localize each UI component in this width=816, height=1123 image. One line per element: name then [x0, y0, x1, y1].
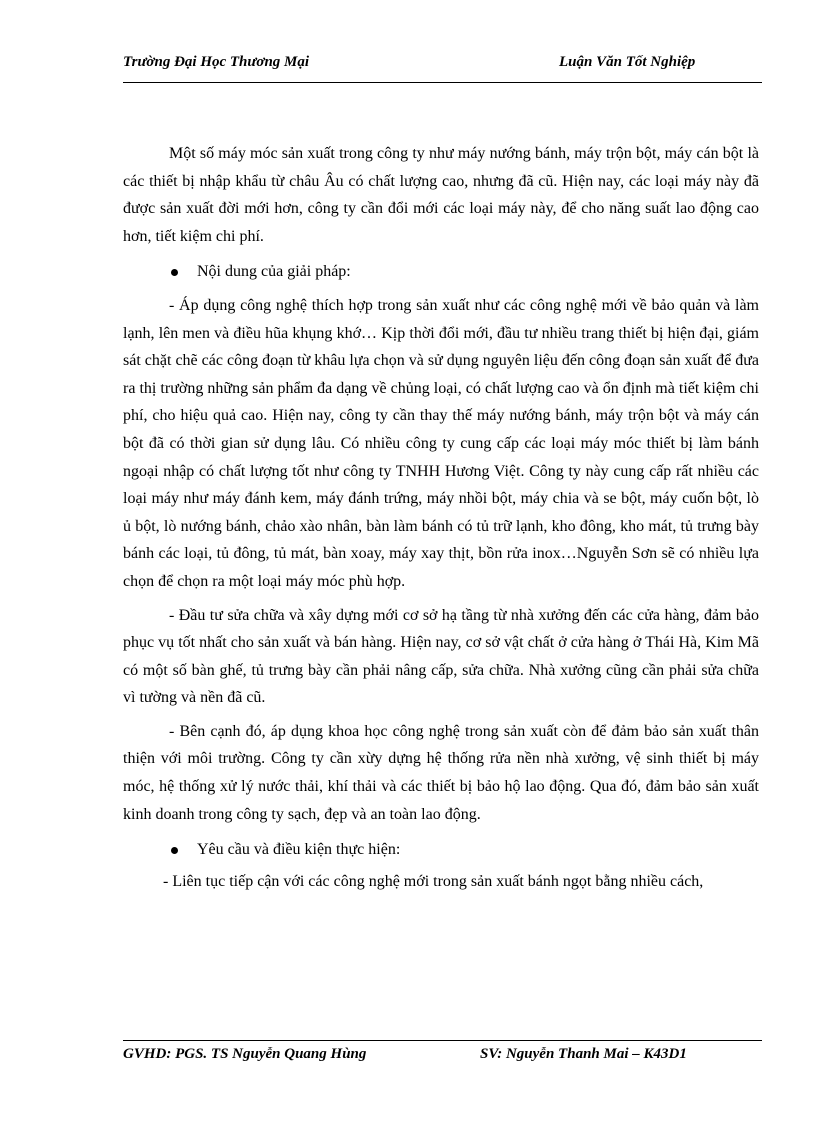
footer-supervisor: GVHD: PGS. TS Nguyễn Quang Hùng: [123, 1046, 367, 1062]
paragraph-1: Một số máy móc sản xuất trong công ty như máy nướng bánh, máy trộn bột, máy cán bột là các thiết bị nhập khẩu từ châu Âu có chất lượng cao, nhưng đã cũ. Hiện nay, các loại máy này đã được sản xuất đời mới hơn, công ty cần đổi mới các loại máy này, để cho năng suất lao động cao hơn, tiết kiệm chi phí.: [123, 145, 759, 245]
header-school-name: Trường Đại Học Thương Mại: [123, 54, 310, 70]
footer-student: SV: Nguyễn Thanh Mai – K43D1: [480, 1046, 687, 1062]
header-document-type: Luận Văn Tốt Nghiệp: [559, 54, 696, 70]
bullet-item-solution-content: [123, 258, 759, 286]
document-body: [123, 140, 759, 895]
paragraph-3: - Đầu tư sửa chữa và xây dựng mới cơ sở hạ tầng từ nhà xưởng đến các cửa hàng, đảm bảo phục vụ tốt nhất cho sản xuất và bán hàng. Hiện nay, cơ sở vật chất ở cửa hàng ở Thái Hà, Kim Mã có một số bàn ghế, tủ trưng bày cần phải nâng cấp, sửa chữa. Nhà xưởng cũng cần phải sửa chữa vì tường và nền đã cũ.: [123, 606, 759, 707]
bullet-icon: [171, 836, 181, 846]
bullet-label: Yêu cầu và điều kiện thực hiện:: [197, 841, 401, 859]
bullet-item-requirements: [123, 836, 759, 864]
paragraph-5: - Liên tục tiếp cận với các công nghệ mới trong sản xuất bánh ngọt bằng nhiều cách,: [163, 872, 704, 890]
page-footer: [123, 1040, 762, 1071]
bullet-label: Nội dung của giải pháp:: [197, 263, 351, 281]
paragraph-2: - Áp dụng công nghệ thích hợp trong sản xuất như các công nghệ mới về bảo quản và làm lạnh, lên men và điều hũa khụng khớ… Kịp thời đổi mới, đầu tư nhiều trang thiết bị hiện đại, giám sát chặt chẽ các công đoạn từ khâu lựa chọn và sử dụng nguyên liệu đến công đoạn sản xuất để đưa ra thị trường những sản phẩm đa dạng về chủng loại, có chất lượng cao và ổn định mà tiết kiệm chi phí, cho hiệu quả cao. Hiện nay, công ty cần thay thế máy nướng bánh, máy trộn bột và máy cán bột đã có thời gian sử dụng lâu. Có nhiều công ty cung cấp các loại máy móc thiết bị làm bánh ngoại nhập có chất lượng tốt như công ty TNHH Hương Việt. Công ty này cung cấp rất nhiều các loại máy như máy đánh kem, máy đánh trứng, máy nhồi bột, máy chia và se bột, máy cuốn bột, lò ủ bột, lò nướng bánh, chảo xào nhân, bàn làm bánh có tủ trữ lạnh, kho đông, kho mát, tủ trưng bày bánh các loại, tủ đông, tủ mát, bàn xoay, máy xay thịt, bồn rửa inox…Nguyễn Sơn sẽ có nhiều lựa chọn để chọn ra một loại máy móc phù hợp.: [123, 296, 759, 590]
bullet-icon: [171, 258, 181, 268]
paragraph-4: - Bên cạnh đó, áp dụng khoa học công nghệ trong sản xuất còn để đảm bảo sản xuất thân thiện với môi trường. Công ty cần xừy dựng hệ thống rửa nền nhà xưởng, vệ sinh thiết bị máy móc, hệ thống xử lý nước thải, khí thải và các thiết bị bảo hộ lao động. Qua đó, đảm bảo sản xuất kinh doanh trong công ty sạch, đẹp và an toàn lao động.: [123, 722, 759, 823]
page-header: [123, 50, 762, 83]
